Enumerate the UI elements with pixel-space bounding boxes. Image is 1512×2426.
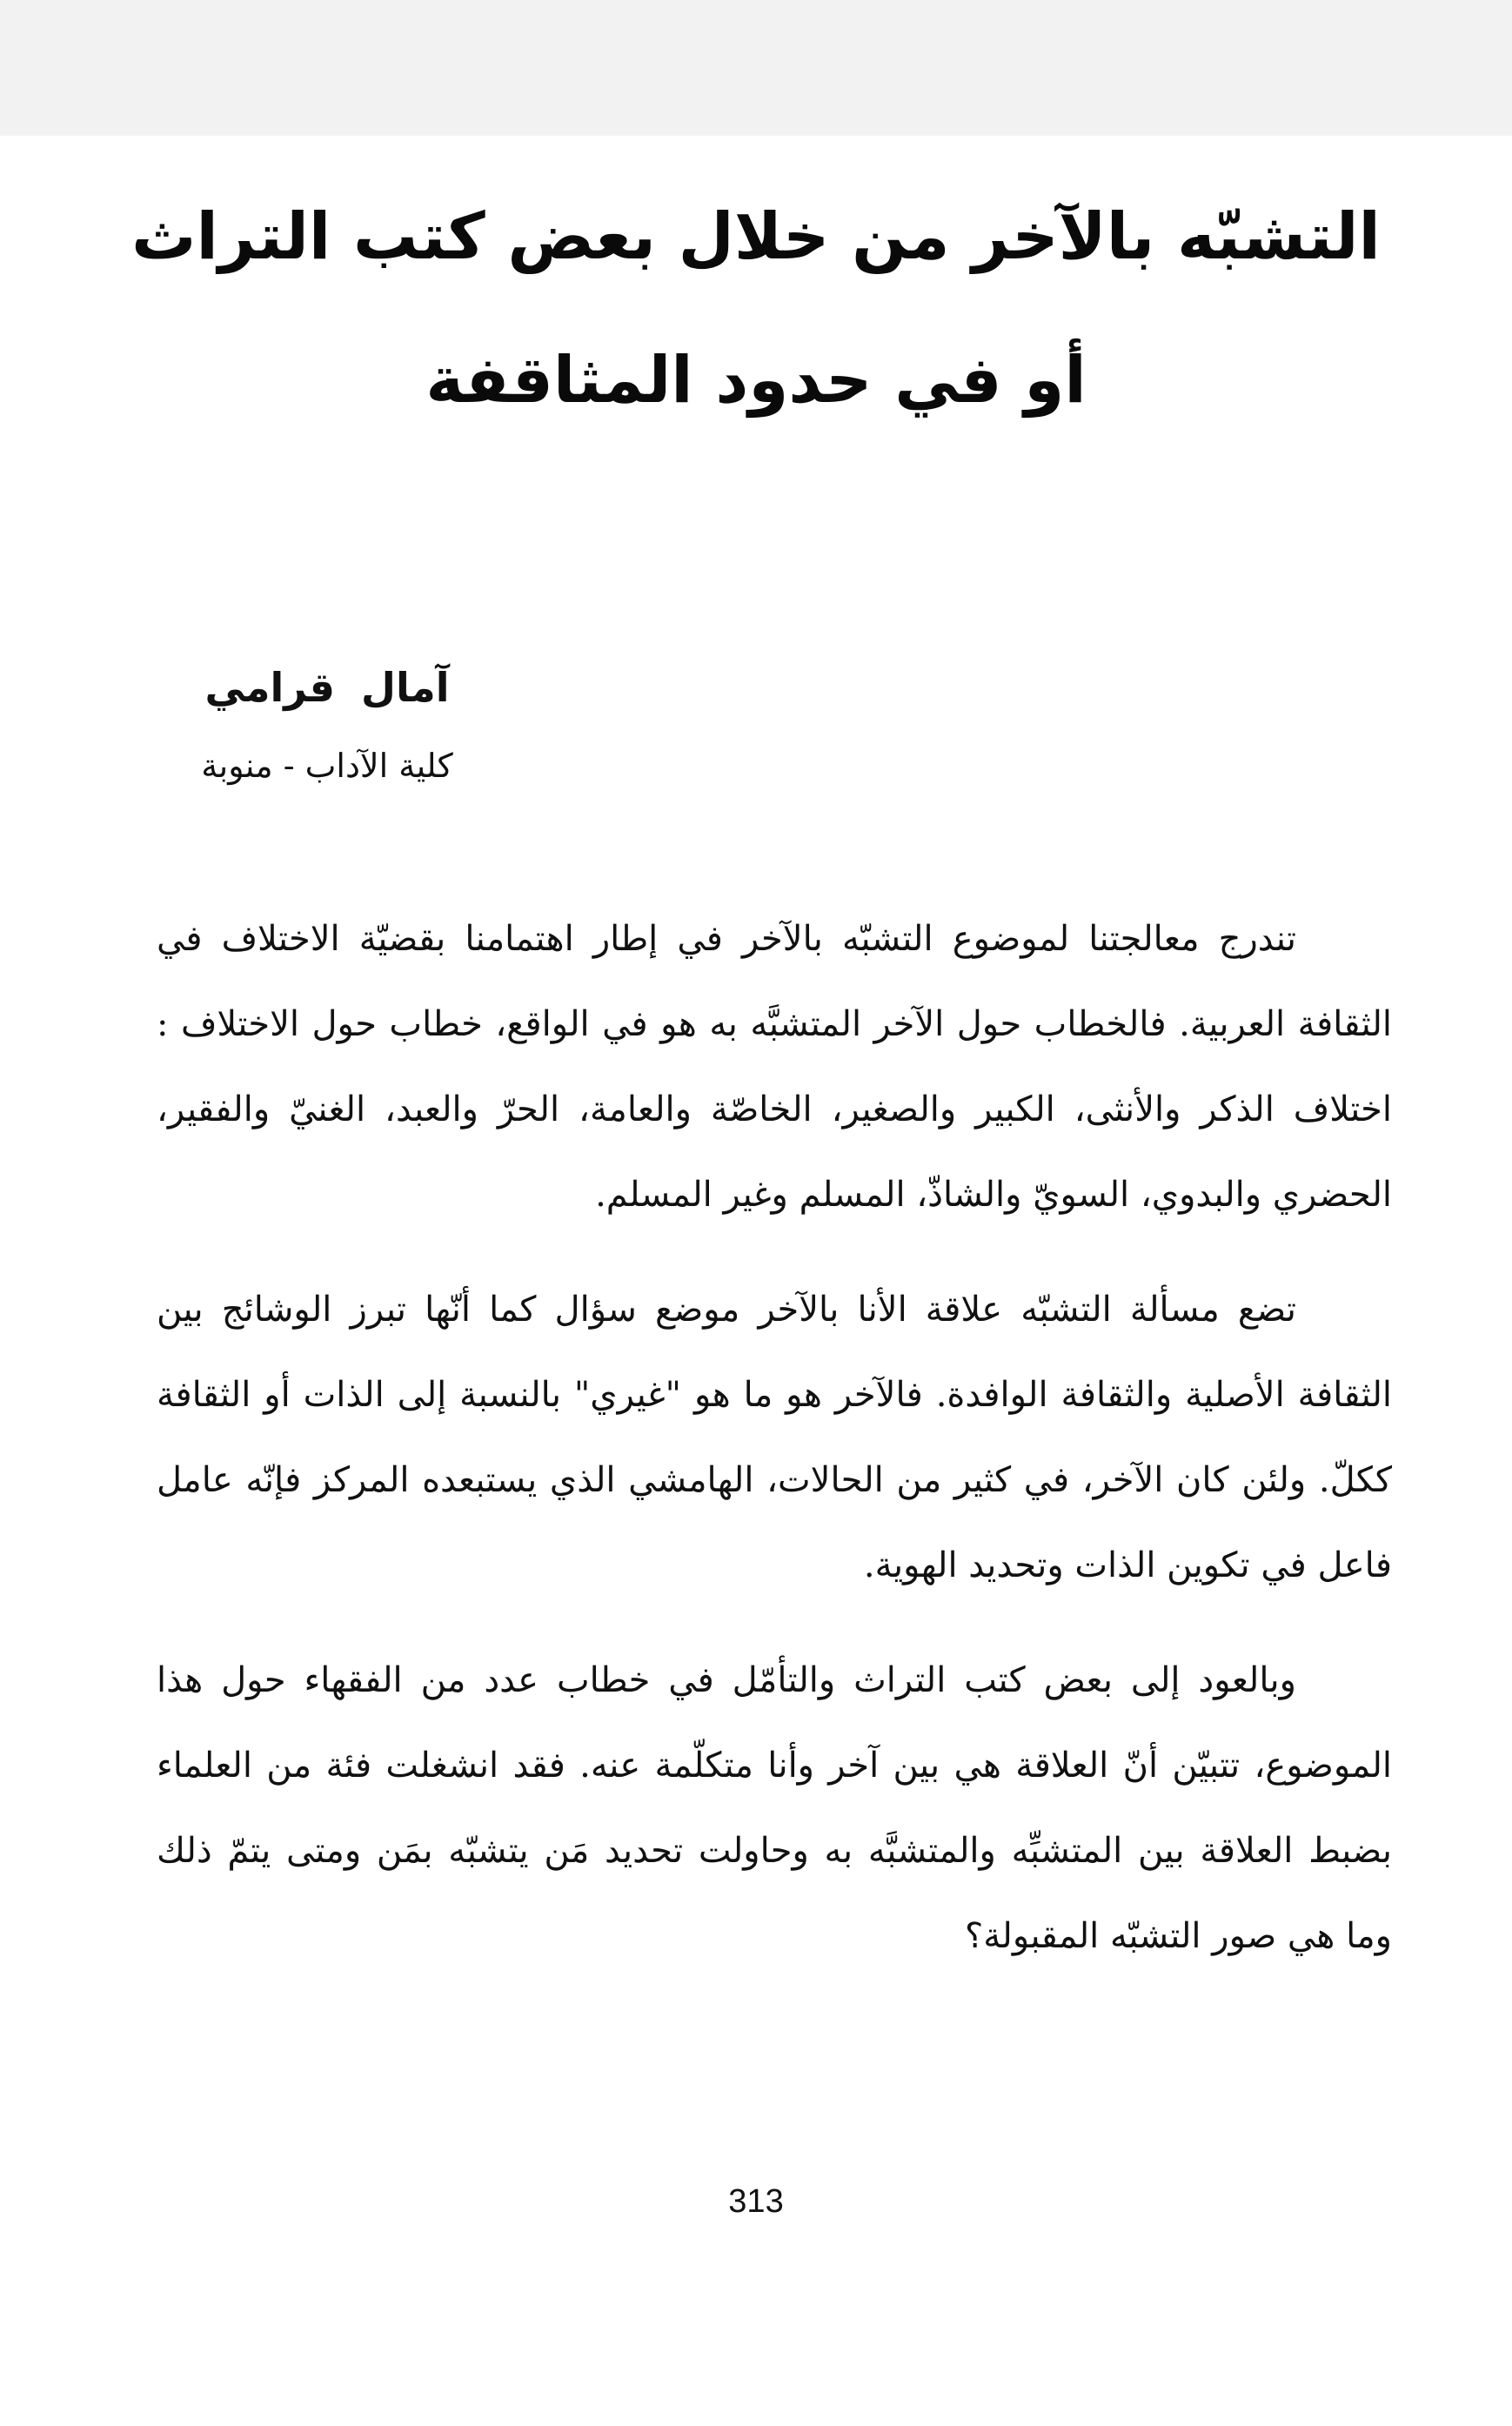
body-paragraph: وبالعود إلى بعض كتب التراث والتأمّل في خطاب عدد من الفقهاء حول هذا الموضوع، تتبيّن أنّ العلاقة هي بين آخر وأنا متكلّمة عنه. فقد انشغلت فئة من العلماء بضبط العلاقة بين المتشبِّه والمتشبَّه به وحاولت تحديد مَن يتشبّه بمَن ومتى يتمّ ذلك وما هي صور التشبّه المقبولة؟: [157, 1660, 1392, 1956]
author-name: آمال قرامي: [204, 664, 450, 711]
author-block: [144, 644, 510, 801]
body-paragraph: تندرج معالجتنا لموضوع التشبّه بالآخر في إطار اهتمامنا بقضيّة الاختلاف في الثقافة العربية. فالخطاب حول الآخر المتشبَّه به هو في الواقع، خطاب حول الاختلاف : اختلاف الذكر والأنثى، الكبير والصغير، الخاصّة والعامة، الحرّ والعبد، الغنيّ والفقير، الحضري والبدوي، السويّ والشاذّ، المسلم وغير المسلم.: [157, 919, 1392, 1215]
page-number: 313: [728, 2183, 784, 2220]
article-title-line-2: أو في حدود المثاقفة: [425, 343, 1087, 418]
article-body: [157, 896, 1392, 2008]
author-affiliation: كلية الآداب - منوبة: [201, 747, 453, 785]
article-title-line-1: التشبّه بالآخر من خلال بعض كتب التراث: [131, 199, 1381, 274]
body-paragraph: تضع مسألة التشبّه علاقة الأنا بالآخر موضع سؤال كما أنّها تبرز الوشائج بين الثقافة الأصلية والثقافة الوافدة. فالآخر هو ما هو "غيري" بالنسبة إلى الذات أو الثقافة ككلّ. ولئن كان الآخر، في كثير من الحالات، الهامشي الذي يستبعده المركز فإنّه عامل فاعل في تكوين الذات وتحديد الهوية.: [157, 1290, 1392, 1585]
viewer-top-band: [0, 0, 1512, 136]
article-title: [130, 165, 1382, 452]
